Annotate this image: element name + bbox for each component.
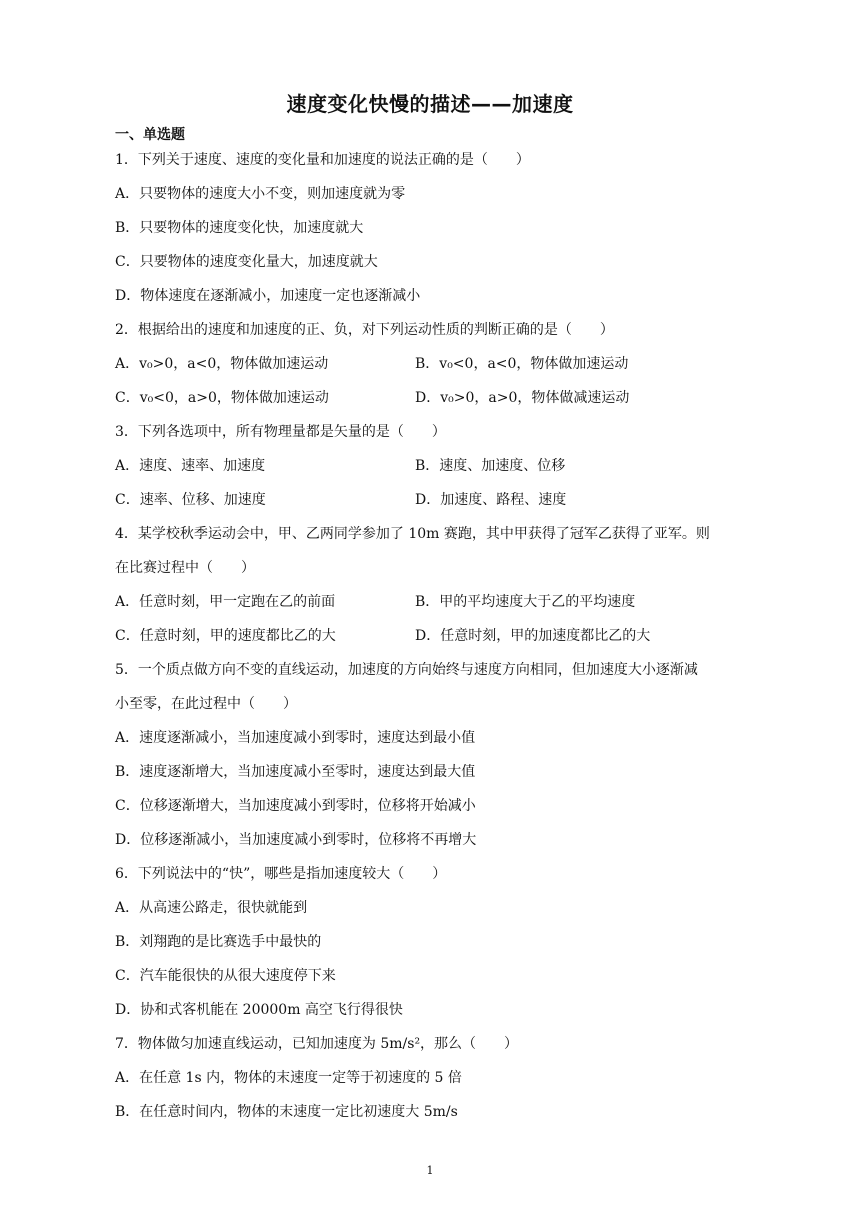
question-2-option-b: B．v₀<0，a<0，物体做加速运动 [415,356,629,372]
question-6-option-c: C．汽车能很快的从很大速度停下来 [115,968,336,984]
question-5-stem-line-1: 5．一个质点做方向不变的直线运动，加速度的方向始终与速度方向相同，但加速度大小逐渐减 [115,662,698,678]
question-3-stem: 3．下列各选项中，所有物理量都是矢量的是（ ） [115,424,446,440]
question-5-stem-line-2: 小至零，在此过程中（ ） [115,696,297,712]
question-5-option-a: A．速度逐渐减小，当加速度减小到零时，速度达到最小值 [115,730,476,746]
question-3-option-a: A．速度、速率、加速度 [115,458,266,474]
section-heading: 一、单选题 [115,127,185,143]
question-2-option-d: D．v₀>0，a>0，物体做减速运动 [415,390,630,406]
question-1-option-d: D．物体速度在逐渐减小，加速度一定也逐渐减小 [115,288,421,304]
question-7-option-a: A．在任意 1s 内，物体的末速度一定等于初速度的 5 倍 [115,1070,462,1086]
question-7-stem: 7．物体做匀加速直线运动，已知加速度为 5m/s²，那么（ ） [115,1036,519,1052]
question-7-option-b: B．在任意时间内，物体的末速度一定比初速度大 5m/s [115,1104,458,1120]
question-6-stem: 6．下列说法中的“快”，哪些是指加速度较大（ ） [115,866,447,882]
question-5-option-b: B．速度逐渐增大，当加速度减小至零时，速度达到最大值 [115,764,476,780]
question-6-option-d: D．协和式客机能在 20000m 高空飞行得很快 [115,1002,403,1018]
question-2-option-a: A．v₀>0，a<0，物体做加速运动 [115,356,329,372]
question-6-option-b: B．刘翔跑的是比赛选手中最快的 [115,934,322,950]
question-1-option-a: A．只要物体的速度大小不变，则加速度就为零 [115,186,406,202]
question-4-stem-line-2: 在比赛过程中（ ） [115,560,255,576]
question-4-option-a: A．任意时刻，甲一定跑在乙的前面 [115,594,336,610]
question-3-option-b: B．速度、加速度、位移 [415,458,566,474]
question-1-stem: 1．下列关于速度、速度的变化量和加速度的说法正确的是（ ） [115,152,530,168]
question-3-option-c: C．速率、位移、加速度 [115,492,266,508]
question-4-option-d: D．任意时刻，甲的加速度都比乙的大 [415,628,651,644]
question-6-option-a: A．从高速公路走，很快就能到 [115,900,308,916]
question-5-option-c: C．位移逐渐增大，当加速度减小到零时，位移将开始减小 [115,798,476,814]
question-3-option-d: D．加速度、路程、速度 [415,492,567,508]
question-1-option-c: C．只要物体的速度变化量大，加速度就大 [115,254,378,270]
question-4-option-b: B．甲的平均速度大于乙的平均速度 [415,594,636,610]
question-1-option-b: B．只要物体的速度变化快，加速度就大 [115,220,364,236]
question-4-stem-line-1: 4．某学校秋季运动会中，甲、乙两同学参加了 10m 赛跑，其中甲获得了冠军乙获得了亚军。则 [115,526,710,542]
question-5-option-d: D．位移逐渐减小，当加速度减小到零时，位移将不再增大 [115,832,477,848]
page-number: 1 [426,1164,434,1177]
question-2-option-c: C．v₀<0，a>0，物体做加速运动 [115,390,329,406]
question-2-stem: 2．根据给出的速度和加速度的正、负，对下列运动性质的判断正确的是（ ） [115,322,614,338]
document-title: 速度变化快慢的描述——加速度 [286,92,574,116]
question-4-option-c: C．任意时刻，甲的速度都比乙的大 [115,628,336,644]
